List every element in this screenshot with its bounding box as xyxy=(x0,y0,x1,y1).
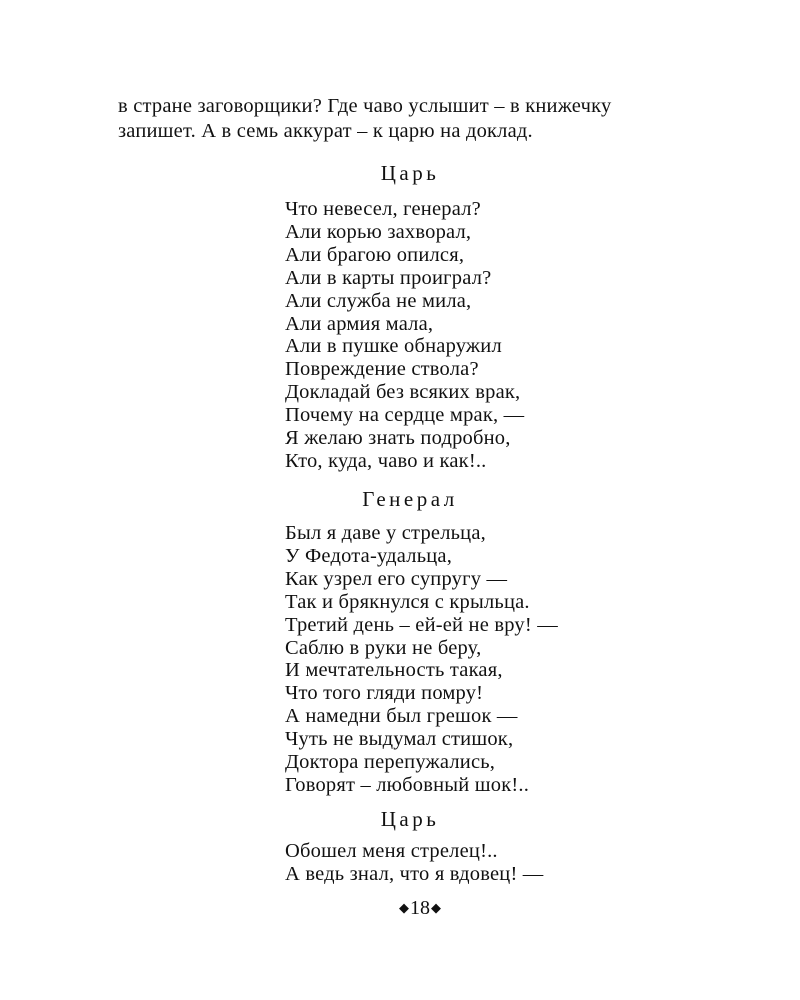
verse-line: А ведь знал, что я вдовец! — xyxy=(285,862,544,885)
verse-line: Али брагою опился, xyxy=(285,243,465,266)
verse-line: А намедни был грешок — xyxy=(285,705,518,728)
ornament-left-icon: ◆ xyxy=(399,900,409,915)
verse-line: Саблю в руки не беру, xyxy=(285,636,482,659)
verse-line: Кто, куда, чаво и как!.. xyxy=(285,449,487,472)
verse-line: Али корью захворал, xyxy=(285,220,472,243)
verse-line: Али в карты проиграл? xyxy=(285,266,492,289)
verse-stanza-general xyxy=(285,522,558,797)
verse-line: Третий день – ей-ей не вру! — xyxy=(285,613,558,636)
speaker-heading-general: Генерал xyxy=(362,487,458,511)
verse-line: Я желаю знать подробно, xyxy=(285,427,511,450)
verse-stanza-tsar xyxy=(285,198,524,473)
verse-line: У Федота-удальца, xyxy=(285,544,453,567)
page-footer xyxy=(0,896,800,920)
verse-line: Как узрел его супругу — xyxy=(285,567,508,590)
prose-line: запишет. А в семь аккурат – к царю на доклад. xyxy=(118,120,533,142)
prose-paragraph xyxy=(118,94,738,144)
verse-line: Что невесел, генерал? xyxy=(285,198,481,220)
verse-line: Доктора перепужались, xyxy=(285,751,496,774)
verse-line: Говорят – любовный шок!.. xyxy=(285,773,530,796)
verse-line: Повреждение ствола? xyxy=(285,358,479,381)
verse-line: Почему на сердце мрак, — xyxy=(285,404,525,427)
verse-line: Что того гляди помру! xyxy=(285,682,484,705)
verse-line: Обошел меня стрелец!.. xyxy=(285,840,498,862)
verse-line: Али армия мала, xyxy=(285,312,434,335)
verse-line: Чуть не выдумал стишок, xyxy=(285,728,514,751)
verse-line: Али служба не мила, xyxy=(285,289,472,312)
page-number: 18 xyxy=(410,897,430,919)
speaker-heading-tsar: Царь xyxy=(380,161,440,185)
verse-stanza-tsar-2 xyxy=(285,840,544,886)
verse-line: Али в пушке обнаружил xyxy=(285,335,502,358)
verse-line: Был я даве у стрельца, xyxy=(285,522,486,544)
verse-line: И мечтательность такая, xyxy=(285,659,503,682)
verse-line: Докладай без всяких врак, xyxy=(285,381,521,404)
speaker-heading-tsar-2: Царь xyxy=(380,807,440,831)
verse-line: Так и брякнулся с крыльца. xyxy=(285,590,530,613)
ornament-right-icon: ◆ xyxy=(431,900,441,915)
prose-line: в стране заговорщики? Где чаво услышит – в книжечку xyxy=(118,95,612,117)
